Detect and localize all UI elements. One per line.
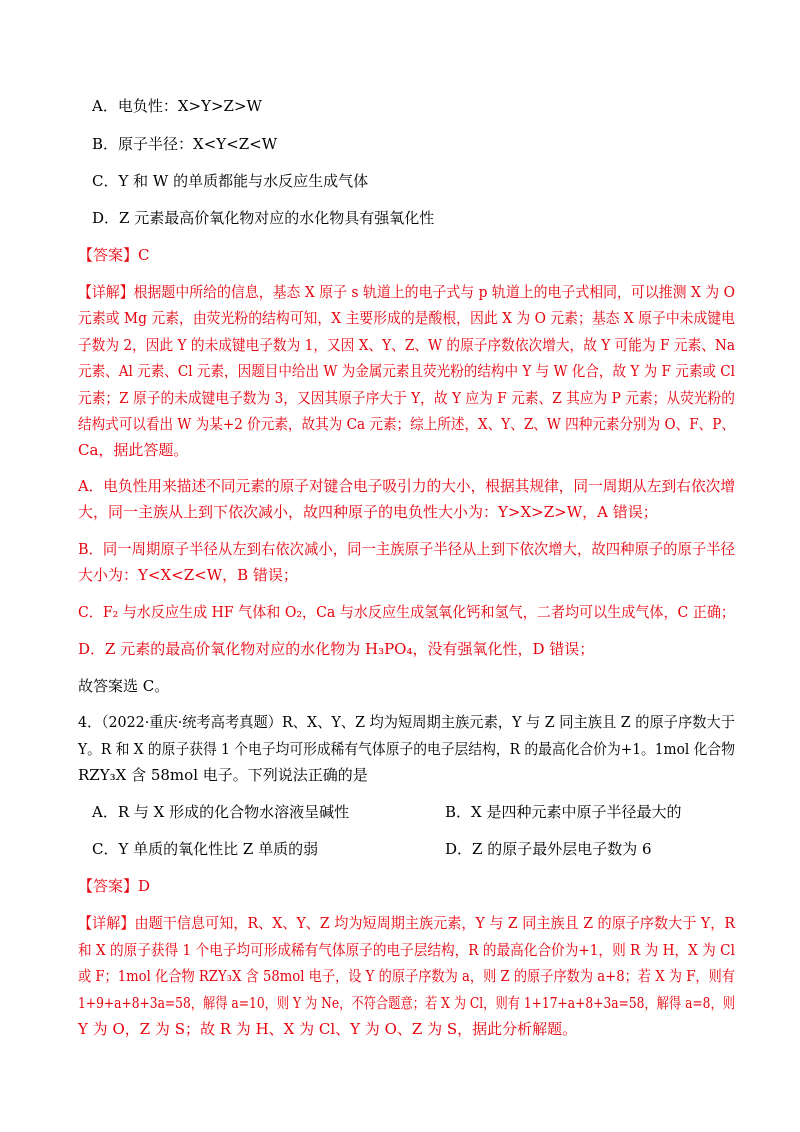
q4-option-d: D．Z 的原子最外层电子数为 6 xyxy=(445,840,652,858)
q4-option-a: A．R 与 X 形成的化合物水溶液呈碱性 xyxy=(92,803,350,821)
option-b: B．原子半径：X<Y<Z<W xyxy=(92,135,278,153)
detail-text: 根据题中所给的信息，基态 X 原子 s 轨道上的电子式与 p 轨道上的电子式相同，可以推测 X 为 O xyxy=(133,283,735,301)
analysis-b-line-1: B．同一周期原子半径从左到右依次减小，同一主族原子半径从上到下依次增大，故四种原子的原子半径 xyxy=(78,540,736,558)
detail-tag: 【详解】 xyxy=(78,283,134,301)
analysis-b-line-2: 大小为：Y<X<Z<W，B 错误； xyxy=(78,566,298,584)
q4-options-row-2 xyxy=(92,839,652,859)
q4-stem-line-1: 4．（2022·重庆·统考高考真题）R、X、Y、Z 均为短周期主族元素，Y 与 Z 同主族且 Z 的原子序数大于 xyxy=(78,713,735,731)
q4-stem-line-2: Y。R 和 X 的原子获得 1 个电子均可形成稀有气体原子的电子层结构，R 的最高化合价为+1。1mol 化合物 xyxy=(78,740,735,758)
q4-detail-line-1 xyxy=(78,913,735,933)
analysis-d: D．Z 元素的最高价氧化物对应的水化物为 H₃PO₄，没有强氧化性，D 错误； xyxy=(78,640,595,658)
detail-line-1 xyxy=(78,282,735,302)
analysis-a-line-1: A．电负性用来描述不同元素的原子对键合电子吸引力的大小，根据其规律，同一周期从左到右依次增 xyxy=(78,477,736,495)
analysis-c: C．F₂ 与水反应生成 HF 气体和 O₂，Ca 与水反应生成氢氧化钙和氢气，二者均可以生成气体，C 正确； xyxy=(78,603,736,621)
q4-detail-line-5: Y 为 O，Z 为 S；故 R 为 H、X 为 Cl、Y 为 O、Z 为 S，据此分析解题。 xyxy=(78,1020,578,1038)
detail-line-7: Ca，据此答题。 xyxy=(78,441,189,459)
answer-value: C xyxy=(138,246,150,264)
q4-detail-line-3: 或 F；1mol 化合物 RZY₃X 含 58mol 电子，设 Y 的原子序数为 a，则 Z 的原子序数为 a+8；若 X 为 F，则有 xyxy=(78,967,735,985)
option-d: D．Z 元素最高价氧化物对应的水化物具有强氧化性 xyxy=(92,209,435,227)
option-c: C．Y 和 W 的单质都能与水反应生成气体 xyxy=(92,172,369,190)
detail-line-3: 子数为 2，因此 Y 的未成键电子数为 1，又因 X、Y、Z、W 的原子序数依次增大，故 Y 可能为 F 元素、Na xyxy=(78,336,736,354)
q4-options-row-1 xyxy=(92,802,682,822)
option-a: A．电负性：X>Y>Z>W xyxy=(92,97,262,115)
q4-stem-line-3: RZY₃X 含 58mol 电子。下列说法正确的是 xyxy=(78,766,368,784)
q4-detail-line-2: 和 X 的原子获得 1 个电子均可形成稀有气体原子的电子层结构，R 的最高化合价为+1，则 R 为 H，X 为 Cl xyxy=(78,941,735,959)
analysis-a-line-2: 大，同一主族从上到下依次减小，故四种原子的电负性大小为：Y>X>Z>W，A 错误； xyxy=(78,503,658,521)
q4-detail-text: 由题干信息可知，R、X、Y、Z 均为短周期主族元素，Y 与 Z 同主族且 Z 的原子序数大于 Y，R xyxy=(134,914,735,932)
q4-answer-tag: 【答案】 xyxy=(78,877,139,895)
q4-answer-row xyxy=(78,876,150,896)
answer-row xyxy=(78,245,150,265)
detail-line-4: 元素、Al 元素、Cl 元素，因题目中给出 W 为金属元素且荧光粉的结构中 Y 与 W 化合，故 Y 为 F 元素或 Cl xyxy=(78,362,736,380)
detail-line-5: 元素；Z 原子的未成键电子数为 3，又因其原子序大于 Y，故 Y 应为 F 元素、Z 其应为 P 元素；从荧光粉的 xyxy=(78,389,735,407)
q4-option-b: B．X 是四种元素中原子半径最大的 xyxy=(445,803,682,821)
q4-option-c: C．Y 单质的氧化性比 Z 单质的弱 xyxy=(92,840,319,858)
detail-line-2: 元素或 Mg 元素，由荧光粉的结构可知，X 主要形成的是酸根，因此 X 为 O 元素；基态 X 原子中未成键电 xyxy=(78,309,736,327)
q4-answer-value: D xyxy=(138,877,151,895)
answer-tag: 【答案】 xyxy=(78,246,139,264)
q4-detail-tag: 【详解】 xyxy=(78,914,135,932)
conclusion: 故答案选 C。 xyxy=(78,677,170,695)
detail-line-6: 结构式可以看出 W 为某+2 价元素，故其为 Ca 元素；综上所述，X、Y、Z、W 四种元素分别为 O、F、P、 xyxy=(78,415,735,433)
q4-detail-line-4: 1+9+a+8+3a=58，解得 a=10，则 Y 为 Ne，不符合题意；若 X 为 Cl，则有 1+17+a+8+3a=58，解得 a=8，则 xyxy=(78,994,735,1012)
